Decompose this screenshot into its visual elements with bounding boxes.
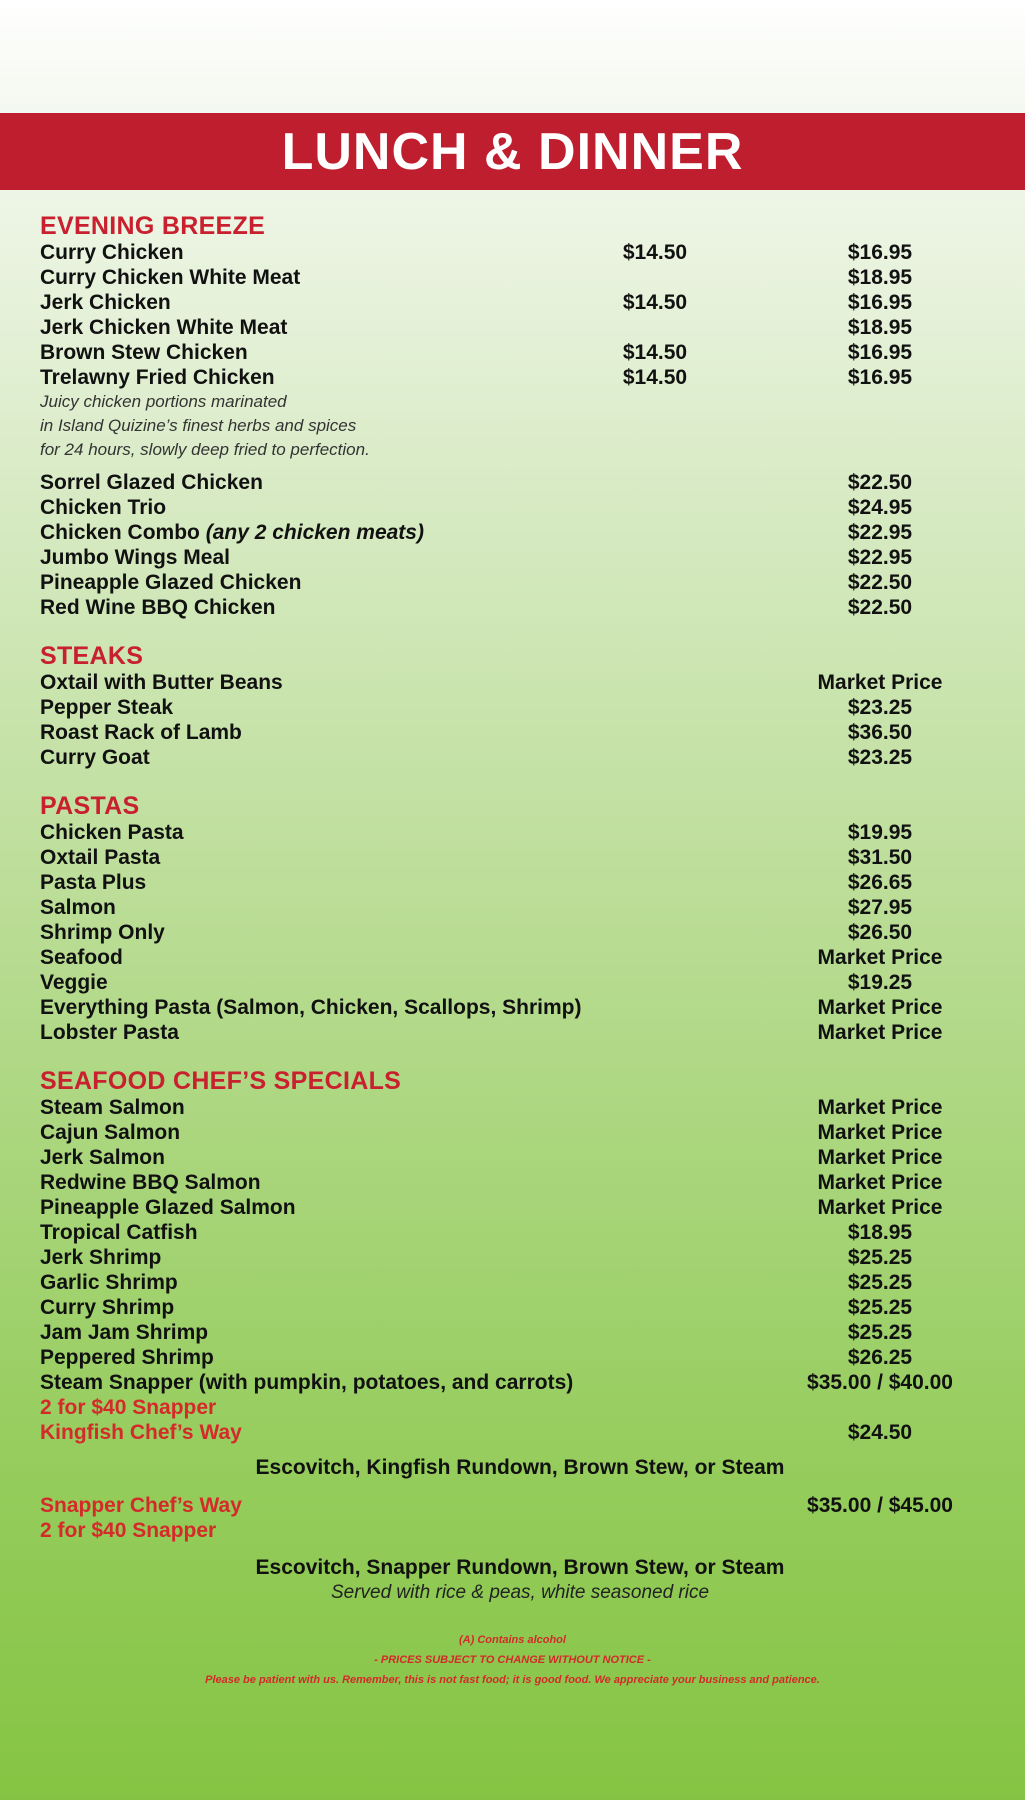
menu-item: [40, 340, 1000, 365]
header-banner: [0, 113, 1025, 190]
description-line: Juicy chicken portions marinated: [40, 392, 287, 411]
footer-patience-note: Please be patient with us. Remember, this is not fast food; it is good food. We appreciate your business and patience.: [205, 1674, 820, 1686]
item-name: Peppered Shrimp: [40, 1346, 214, 1369]
item-price: $18.95: [847, 266, 913, 289]
item-price: $25.25: [847, 1246, 913, 1269]
section-title: SEAFOOD CHEF’S SPECIALS: [40, 1067, 402, 1095]
menu-item: [40, 1195, 1000, 1220]
menu-item: [40, 1493, 1000, 1518]
item-name: Curry Chicken White Meat: [40, 266, 301, 289]
menu-item: [40, 1120, 1000, 1145]
item-price: $18.95: [847, 1221, 913, 1244]
item-name: Redwine BBQ Salmon: [40, 1171, 261, 1194]
item-name: Garlic Shrimp: [40, 1271, 178, 1294]
menu-item: [40, 720, 1000, 745]
item-price: Market Price: [817, 996, 943, 1019]
item-price: $23.25: [847, 696, 913, 719]
menu-item: [40, 520, 1000, 545]
menu-body: [40, 212, 1000, 1627]
item-name: Pepper Steak: [40, 696, 174, 719]
menu-item: [40, 1420, 1000, 1445]
item-description: [40, 390, 1000, 462]
item-name: Cajun Salmon: [40, 1121, 181, 1144]
item-price: $22.50: [847, 596, 913, 619]
menu-item: [40, 920, 1000, 945]
menu-item: [40, 265, 1000, 290]
spacer: [40, 1543, 1000, 1555]
menu-item: [40, 240, 1000, 265]
item-name: Veggie: [40, 971, 108, 994]
item-name: Chicken Trio: [40, 496, 167, 519]
menu-item: [40, 970, 1000, 995]
item-name: Jerk Salmon: [40, 1146, 165, 1169]
description-line: for 24 hours, slowly deep fried to perfection.: [40, 440, 370, 459]
item-name: Jerk Shrimp: [40, 1246, 162, 1269]
section-title: PASTAS: [40, 792, 140, 820]
item-price: $22.50: [847, 571, 913, 594]
menu-item: [40, 1220, 1000, 1245]
item-price: Market Price: [817, 1021, 943, 1044]
menu-item: [40, 1095, 1000, 1120]
item-price: $16.95: [847, 291, 913, 314]
item-name: Jam Jam Shrimp: [40, 1321, 209, 1344]
section-title: STEAKS: [40, 642, 144, 670]
item-price-small: $14.50: [622, 366, 688, 389]
item-price: $35.00 / $40.00: [807, 1371, 953, 1394]
item-name: Snapper Chef’s Way: [40, 1494, 242, 1517]
menu-item: [40, 545, 1000, 570]
preparation-options: Escovitch, Kingfish Rundown, Brown Stew, or Steam: [255, 1456, 785, 1479]
item-name: Tropical Catfish: [40, 1221, 198, 1244]
item-name: Kingfish Chef’s Way: [40, 1421, 242, 1444]
item-price-small: $14.50: [622, 341, 688, 364]
menu-item: [40, 1345, 1000, 1370]
menu-item: [40, 570, 1000, 595]
menu-item: [40, 695, 1000, 720]
item-price: $22.95: [847, 521, 913, 544]
menu-item: [40, 495, 1000, 520]
item-price: $26.25: [847, 1346, 913, 1369]
item-price: $22.50: [847, 471, 913, 494]
page-title: LUNCH & DINNER: [281, 122, 744, 181]
item-name: Salmon: [40, 896, 116, 919]
item-name: Jerk Chicken: [40, 291, 171, 314]
promo-label: 2 for $40 Snapper: [40, 1519, 217, 1542]
item-price: Market Price: [817, 1196, 943, 1219]
item-price: $25.25: [847, 1321, 913, 1344]
menu-item: [40, 820, 1000, 845]
menu-item: [40, 1370, 1000, 1395]
item-name-extra: (any 2 chicken meats): [205, 521, 424, 544]
item-price: $19.95: [847, 821, 913, 844]
spacer: [40, 1445, 1000, 1455]
menu-item: [40, 470, 1000, 495]
item-name: Pasta Plus: [40, 871, 147, 894]
item-price: Market Price: [817, 1171, 943, 1194]
menu-item: [40, 895, 1000, 920]
item-price: $22.95: [847, 546, 913, 569]
item-price: $18.95: [847, 316, 913, 339]
item-price: Market Price: [817, 671, 943, 694]
item-name: Jumbo Wings Meal: [40, 546, 230, 569]
menu-item: [40, 595, 1000, 620]
promo-item: [40, 1395, 1000, 1420]
menu-item: [40, 995, 1000, 1020]
spacer: [40, 462, 1000, 470]
section-title: EVENING BREEZE: [40, 212, 266, 240]
item-price: $16.95: [847, 341, 913, 364]
item-price: $27.95: [847, 896, 913, 919]
item-name: Trelawny Fried Chicken: [40, 366, 275, 389]
footer-price-notice: - PRICES SUBJECT TO CHANGE WITHOUT NOTICE -: [374, 1654, 651, 1666]
item-name: Chicken Pasta: [40, 821, 184, 844]
item-price-small: $14.50: [622, 241, 688, 264]
promo-label: 2 for $40 Snapper: [40, 1396, 217, 1419]
item-name: Shrimp Only: [40, 921, 165, 944]
item-price: Market Price: [817, 1096, 943, 1119]
menu-item: [40, 1270, 1000, 1295]
item-name: [40, 520, 424, 545]
menu-item: [40, 1295, 1000, 1320]
item-name: Brown Stew Chicken: [40, 341, 248, 364]
item-name: Red Wine BBQ Chicken: [40, 596, 276, 619]
item-name: Pineapple Glazed Salmon: [40, 1196, 296, 1219]
item-price: $26.65: [847, 871, 913, 894]
item-price: $24.50: [847, 1421, 913, 1444]
item-price: Market Price: [817, 946, 943, 969]
menu-item: [40, 945, 1000, 970]
item-name: Curry Chicken: [40, 241, 184, 264]
item-price: $36.50: [847, 721, 913, 744]
item-price: $26.50: [847, 921, 913, 944]
spacer: [40, 1481, 1000, 1493]
section-seafood-chefs-specials: [40, 1067, 1000, 1605]
item-name-main: Chicken Combo: [40, 521, 200, 544]
item-price: $23.25: [847, 746, 913, 769]
section-evening-breeze: [40, 212, 1000, 620]
footer-alcohol-note: (A) Contains alcohol: [459, 1634, 566, 1646]
section-steaks: [40, 642, 1000, 770]
item-name: Steam Snapper (with pumpkin, potatoes, and carrots): [40, 1371, 574, 1394]
menu-item: [40, 845, 1000, 870]
menu-item: [40, 670, 1000, 695]
promo-item: [40, 1518, 1000, 1543]
item-price: Market Price: [817, 1146, 943, 1169]
item-name: Lobster Pasta: [40, 1021, 179, 1044]
served-with-note: Served with rice & peas, white seasoned rice: [330, 1582, 710, 1603]
item-price: $31.50: [847, 846, 913, 869]
preparation-options: Escovitch, Snapper Rundown, Brown Stew, or Steam: [255, 1556, 785, 1579]
item-name: Curry Shrimp: [40, 1296, 175, 1319]
item-name: Oxtail with Butter Beans: [40, 671, 283, 694]
item-name: Oxtail Pasta: [40, 846, 161, 869]
section-pastas: [40, 792, 1000, 1045]
menu-item: [40, 745, 1000, 770]
item-name: Roast Rack of Lamb: [40, 721, 242, 744]
item-price: $24.95: [847, 496, 913, 519]
description-line: in Island Quizine’s finest herbs and spices: [40, 416, 357, 435]
item-name: Steam Salmon: [40, 1096, 185, 1119]
menu-item: [40, 1320, 1000, 1345]
menu-item: [40, 365, 1000, 390]
item-price: Market Price: [817, 1121, 943, 1144]
menu-item: [40, 870, 1000, 895]
item-name: Sorrel Glazed Chicken: [40, 471, 263, 494]
item-name: Pineapple Glazed Chicken: [40, 571, 302, 594]
item-name: Seafood: [40, 946, 123, 969]
item-price: $19.25: [847, 971, 913, 994]
item-price: $16.95: [847, 366, 913, 389]
menu-item: [40, 290, 1000, 315]
item-price: $35.00 / $45.00: [807, 1494, 953, 1517]
menu-item: [40, 1170, 1000, 1195]
item-name: Curry Goat: [40, 746, 150, 769]
menu-item: [40, 1145, 1000, 1170]
item-name: Everything Pasta (Salmon, Chicken, Scallops, Shrimp): [40, 996, 582, 1019]
menu-item: [40, 1245, 1000, 1270]
item-name: Jerk Chicken White Meat: [40, 316, 288, 339]
item-price: $25.25: [847, 1296, 913, 1319]
item-price: $16.95: [847, 241, 913, 264]
item-price-small: $14.50: [622, 291, 688, 314]
menu-item: [40, 1020, 1000, 1045]
menu-item: [40, 315, 1000, 340]
item-price: $25.25: [847, 1271, 913, 1294]
